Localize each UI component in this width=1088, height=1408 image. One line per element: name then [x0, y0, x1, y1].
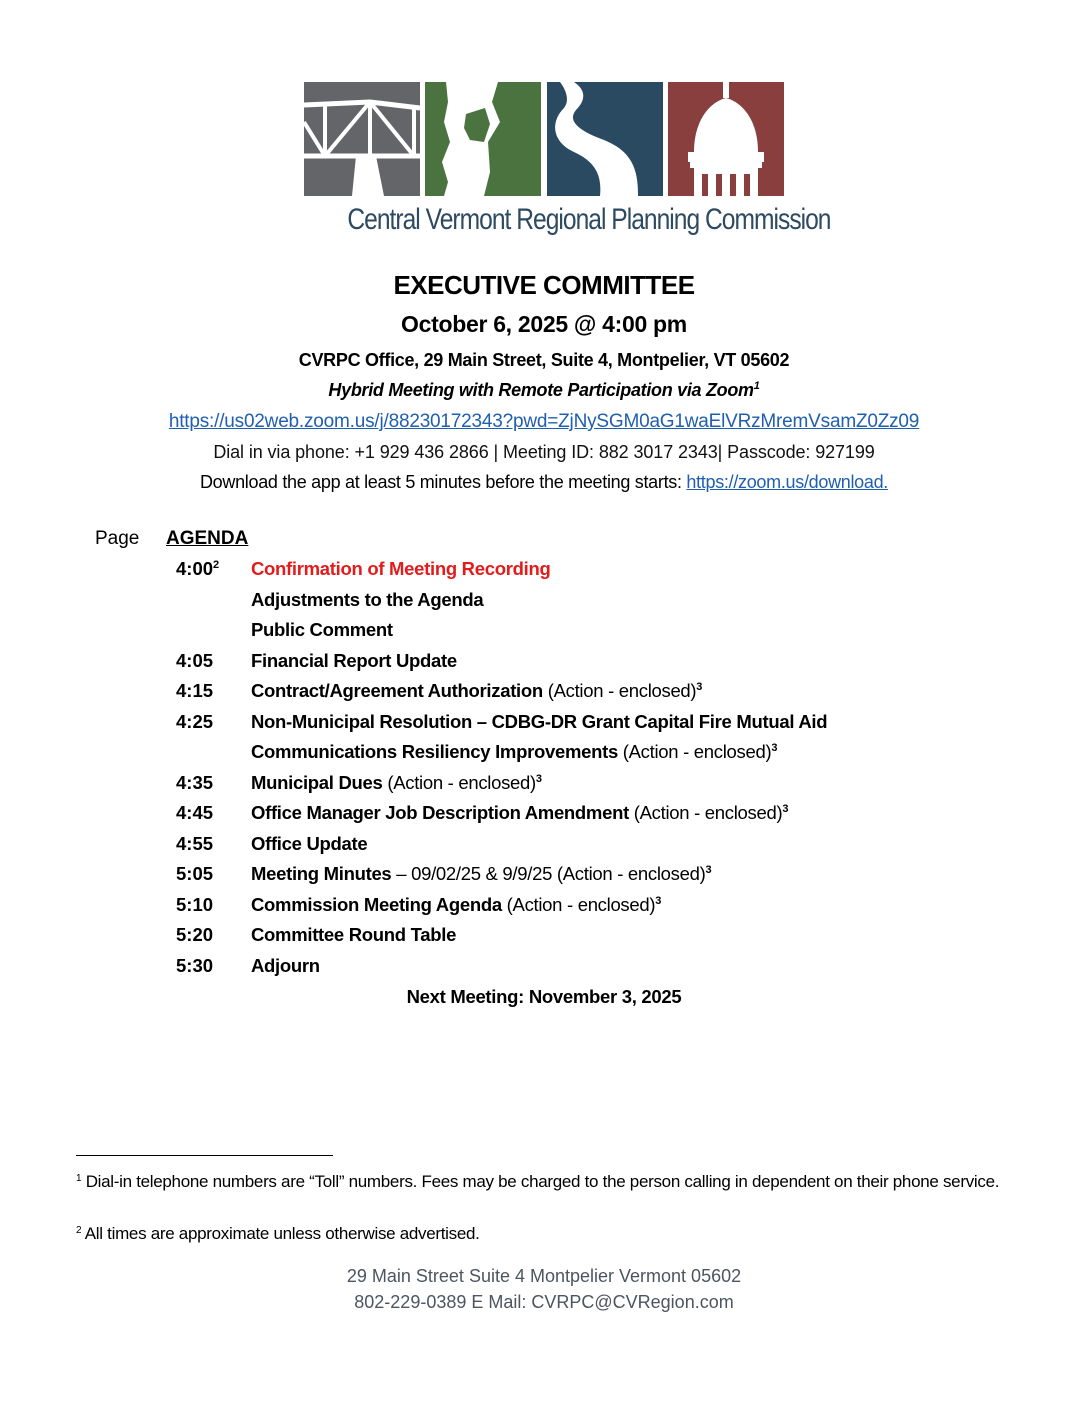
agenda-item — [0, 924, 1088, 954]
agenda-item-title: Confirmation of Meeting Recording — [251, 558, 551, 579]
agenda-item-title: Contract/Agreement Authorization — [251, 680, 543, 701]
agenda-time — [176, 802, 213, 824]
footnote-1 — [76, 1166, 1016, 1195]
agenda-item — [0, 680, 1088, 710]
footnote-text: Dial-in telephone numbers are “Toll” numbers. Fees may be charged to the person calling in dependent on their phone service. — [81, 1172, 1000, 1191]
river-icon — [547, 82, 663, 196]
bridge-icon — [304, 82, 420, 196]
footnote-ref: 3 — [535, 772, 542, 785]
agenda-item-title: Public Comment — [251, 619, 393, 640]
agenda-item-text — [251, 711, 827, 733]
footnote-2 — [76, 1218, 1016, 1247]
footer-contact: 802-229-0389 E Mail: CVRPC@CVRegion.com — [354, 1292, 734, 1312]
time-text: 4:55 — [176, 832, 214, 854]
agenda-item-title: Office Manager Job Description Amendment — [251, 802, 629, 823]
footnote-ref: 3 — [705, 864, 712, 876]
agenda-item-title: Meeting Minutes — [251, 863, 392, 884]
time-text: 5:30 — [176, 954, 214, 976]
agenda-item — [0, 894, 1088, 924]
agenda-time — [176, 863, 213, 885]
agenda-item-title: Communications Resiliency Improvements — [251, 741, 618, 762]
agenda-time — [176, 833, 213, 855]
agenda-time — [176, 772, 213, 794]
agenda-item-text — [251, 863, 711, 885]
agenda-item — [0, 772, 1088, 802]
agenda-item — [0, 955, 1088, 985]
agenda-item-note: (Action - enclosed) — [542, 680, 697, 701]
agenda-item — [0, 863, 1088, 893]
agenda-item-text — [251, 924, 456, 946]
agenda-item-title: Non-Municipal Resolution – CDBG-DR Grant Capital Fire Mutual Aid — [251, 710, 828, 732]
footnote-text: All times are approximate unless otherwise advertised. — [81, 1224, 480, 1243]
download-text: Download the app at least 5 minutes before the meeting starts: — [199, 472, 687, 492]
agenda-item-title: Financial Report Update — [251, 649, 457, 671]
time-text: 4:25 — [176, 710, 214, 732]
agenda-item — [0, 558, 1088, 588]
dial-in-info: Dial in via phone: +1 929 436 2866 | Meeting ID: 882 3017 2343| Passcode: 927199 — [213, 442, 875, 462]
footnote-ref: 2 — [213, 559, 220, 571]
time-text: 4:00 — [176, 558, 214, 579]
agenda-time — [176, 558, 219, 580]
agenda-item-text — [251, 650, 457, 672]
agenda-item-note: (Action - enclosed) — [617, 741, 772, 762]
footnote-ref: 3 — [771, 742, 778, 754]
time-text: 4:35 — [176, 771, 214, 793]
agenda-time — [176, 680, 213, 702]
agenda-item-text — [251, 833, 367, 855]
footnote-ref: 3 — [696, 681, 703, 693]
agenda-item-note: (Action - enclosed) — [501, 893, 656, 915]
agenda-item-title: Adjustments to the Agenda — [251, 588, 484, 610]
agenda-item-title: Committee Round Table — [251, 924, 457, 945]
agenda-heading: AGENDA — [166, 528, 249, 549]
time-text: 4:15 — [176, 680, 214, 701]
agenda-item-title: Municipal Dues — [251, 771, 383, 793]
footnote-mark: 1 — [76, 1173, 82, 1184]
footnote-ref: 1 — [753, 380, 760, 392]
agenda-time — [176, 650, 213, 672]
footnote-ref: 3 — [782, 803, 789, 815]
agenda-item — [0, 711, 1088, 741]
footer-address: 29 Main Street Suite 4 Montpelier Vermont 05602 — [346, 1266, 742, 1286]
meeting-date: October 6, 2025 @ 4:00 pm — [401, 311, 687, 337]
time-text: 5:20 — [176, 924, 214, 945]
agenda-item-title: Adjourn — [251, 954, 320, 976]
agenda-item — [0, 589, 1088, 619]
zoom-meeting-link[interactable]: https://us02web.zoom.us/j/88230172343?pwd=ZjNySGM0aG1waElVRzMremVsamZ0Zz09 — [168, 411, 920, 432]
agenda-time — [176, 711, 213, 733]
time-text: 4:05 — [176, 649, 214, 671]
next-meeting: Next Meeting: November 3, 2025 — [406, 986, 682, 1007]
footnote-ref: 3 — [655, 894, 662, 907]
agenda-item-title: Office Update — [251, 832, 368, 854]
agenda-item — [0, 802, 1088, 832]
agenda-item-text — [251, 802, 788, 824]
footnote-divider — [76, 1155, 333, 1156]
agenda-item-note: – 09/02/25 & 9/9/25 (Action - enclosed) — [391, 863, 706, 884]
agenda-item — [0, 650, 1088, 680]
hybrid-text: Hybrid Meeting with Remote Participation via Zoom — [328, 380, 754, 400]
agenda-item-text — [251, 894, 661, 916]
agenda-item — [0, 741, 1088, 771]
org-name: Central Vermont Regional Planning Commission — [347, 203, 831, 236]
meeting-location: CVRPC Office, 29 Main Street, Suite 4, Montpelier, VT 05602 — [298, 350, 790, 370]
agenda-item-text — [251, 680, 702, 702]
time-text: 5:10 — [176, 893, 214, 915]
zoom-download-link[interactable]: https://zoom.us/download. — [686, 472, 889, 492]
footnote-mark: 2 — [76, 1225, 82, 1236]
meeting-title: EXECUTIVE COMMITTEE — [393, 270, 695, 300]
agenda-time — [176, 924, 213, 946]
agenda-item-text — [251, 558, 550, 580]
page-column-label: Page — [95, 528, 140, 549]
agenda-item-title: Commission Meeting Agenda — [251, 893, 502, 915]
agenda-item-note: (Action - enclosed) — [382, 771, 536, 793]
download-note — [0, 472, 1088, 493]
agenda-time — [176, 955, 213, 977]
vermont-map-icon — [425, 82, 541, 196]
agenda-item-text — [251, 955, 320, 977]
agenda-time — [176, 894, 213, 916]
agenda-item-note: (Action - enclosed) — [628, 802, 783, 823]
capitol-dome-icon — [668, 82, 784, 196]
agenda-item — [0, 833, 1088, 863]
agenda-item-text — [251, 741, 777, 763]
hybrid-note — [0, 380, 1088, 401]
time-text: 4:45 — [176, 802, 214, 823]
agenda-item-text — [251, 619, 393, 641]
agenda-item — [0, 619, 1088, 649]
time-text: 5:05 — [176, 863, 214, 884]
agenda-item-text — [251, 589, 483, 611]
agenda-item-text — [251, 772, 542, 794]
